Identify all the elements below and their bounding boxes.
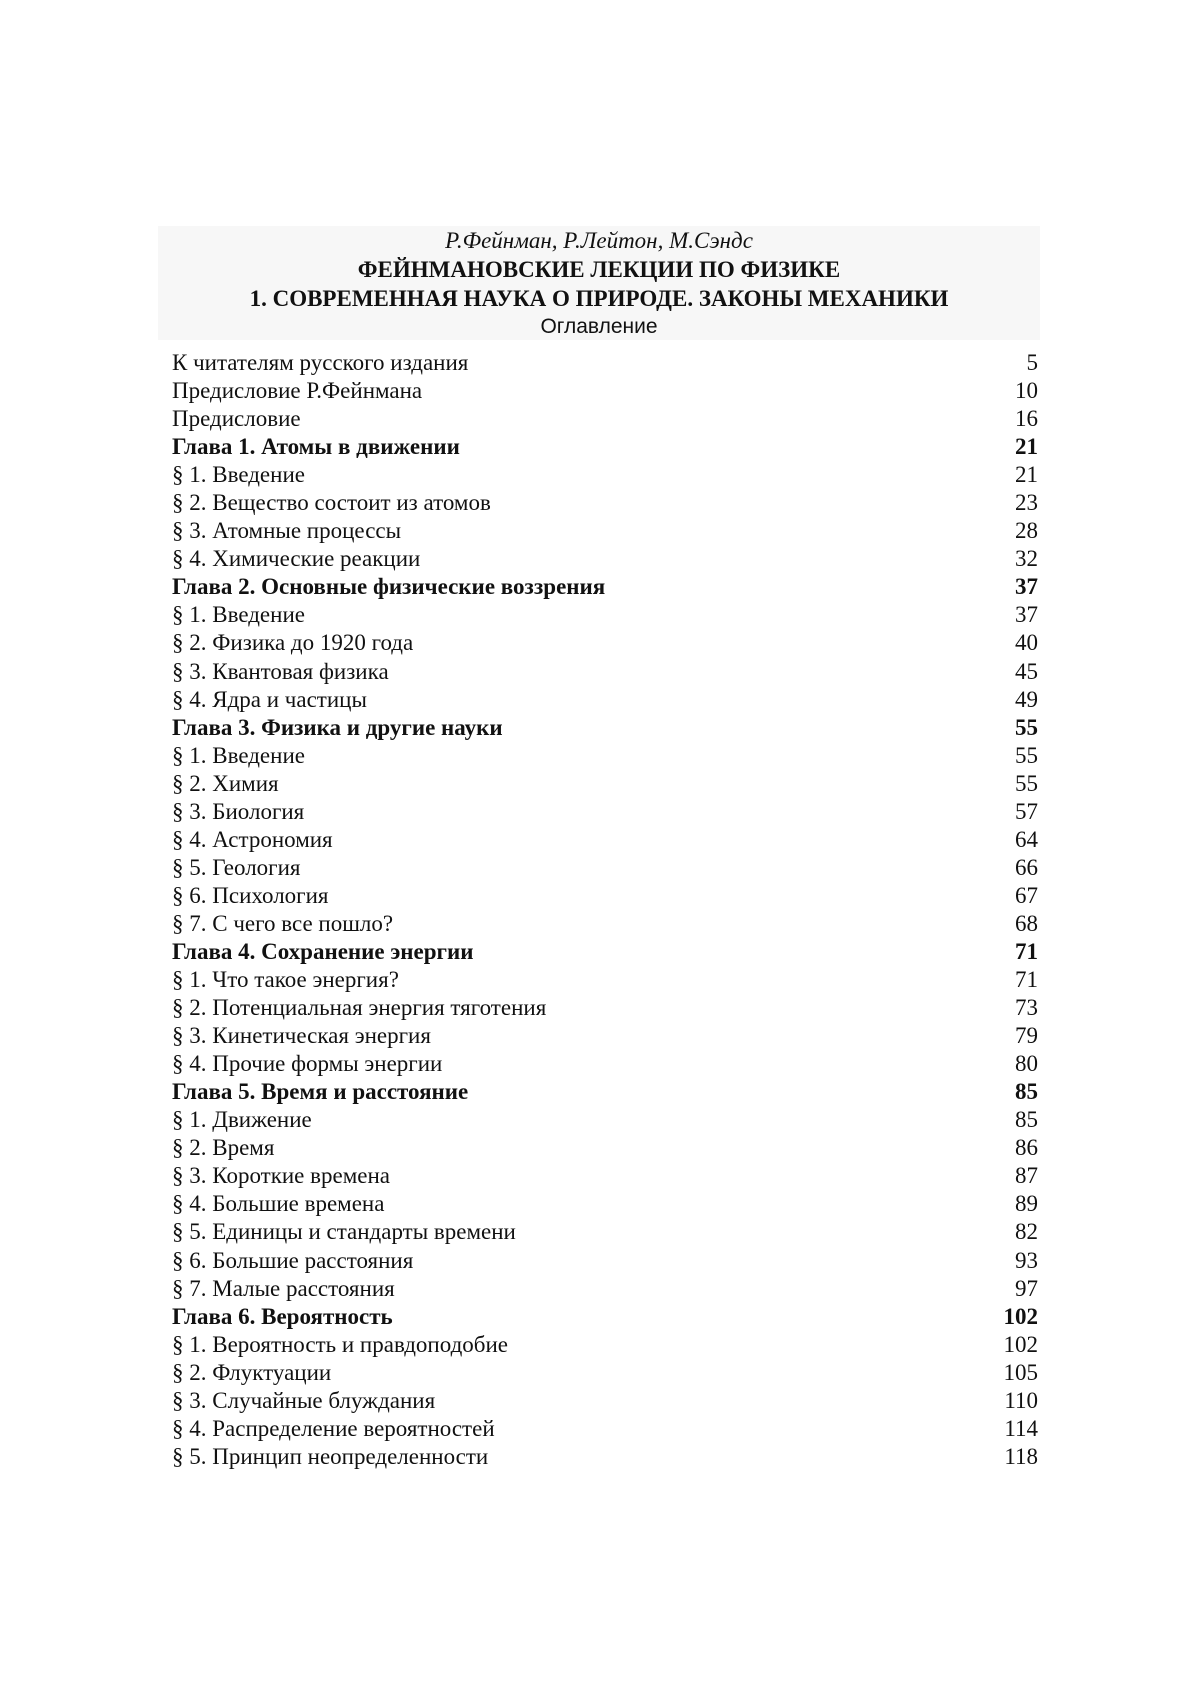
toc-entry-row [172, 826, 1040, 854]
toc-page-number: 68 [1015, 910, 1038, 936]
toc-entry-title: § 3. Случайные блуждания [172, 1387, 436, 1413]
toc-entry-row [172, 377, 1040, 405]
toc-entry-title: § 4. Химические реакции [172, 546, 421, 572]
toc-entry-title: Глава 6. Вероятность [172, 1303, 393, 1329]
toc-entry-row [172, 1359, 1040, 1387]
toc-entry-row [172, 798, 1040, 826]
toc-page-number: 55 [1015, 714, 1038, 740]
toc-entry-row [172, 658, 1040, 686]
toc-entry-row [172, 742, 1040, 770]
toc-page-number: 28 [1015, 518, 1038, 544]
toc-page-number: 71 [1015, 967, 1038, 993]
toc-entry-title: § 4. Распределение вероятностей [172, 1415, 495, 1441]
toc-entry-title: Глава 1. Атомы в движении [172, 434, 460, 460]
toc-entry-row [172, 1106, 1040, 1134]
toc-entry-title: § 2. Физика до 1920 года [172, 630, 414, 656]
toc-entry-title: § 2. Флуктуации [172, 1359, 332, 1385]
toc-entry-row [172, 1415, 1040, 1443]
toc-page-number: 86 [1015, 1135, 1038, 1161]
toc-page-number: 57 [1015, 798, 1038, 824]
toc-page-number: 32 [1015, 546, 1038, 572]
toc-entry-title: § 6. Большие расстояния [172, 1247, 414, 1273]
toc-page-number: 102 [1003, 1303, 1038, 1329]
toc-page-number: 118 [1004, 1443, 1038, 1469]
toc-entry-title: § 1. Введение [172, 462, 305, 488]
toc-chapter-row [172, 433, 1040, 461]
toc-page-number: 71 [1015, 938, 1038, 964]
toc-entry-row [172, 1134, 1040, 1162]
toc-entry-title: § 1. Вероятность и правдоподобие [172, 1331, 509, 1357]
toc-page-number: 40 [1015, 630, 1038, 656]
toc-page-number: 82 [1015, 1219, 1038, 1245]
authors-line: Р.Фейнман, Р.Лейтон, М.Сэндс [445, 228, 753, 253]
toc-entry-title: § 1. Введение [172, 742, 305, 768]
toc-page-number: 66 [1015, 854, 1038, 880]
toc-entry-row [172, 882, 1040, 910]
toc-entry-row [172, 1443, 1040, 1471]
toc-entry-title: Глава 3. Физика и другие науки [172, 714, 503, 740]
toc-entry-title: Глава 5. Время и расстояние [172, 1079, 469, 1105]
toc-page-number: 97 [1015, 1275, 1038, 1301]
toc-entry-title: § 2. Время [172, 1135, 275, 1161]
toc-page-number: 102 [1003, 1331, 1038, 1357]
toc-entry-title: § 3. Квантовая физика [172, 658, 389, 684]
toc-entry-title: § 2. Вещество состоит из атомов [172, 490, 491, 516]
toc-entry-row [172, 405, 1040, 433]
toc-entry-title: § 1. Движение [172, 1107, 312, 1133]
toc-entry-title: Предисловие Р.Фейнмана [172, 378, 423, 404]
toc-entry-row [172, 1247, 1040, 1275]
toc-entry-title: § 6. Психология [172, 882, 329, 908]
toc-entry-title: § 3. Кинетическая энергия [172, 1023, 431, 1049]
toc-entry-row [172, 966, 1040, 994]
toc-entry-title: Предисловие [172, 406, 301, 432]
toc-entry-title: § 5. Геология [172, 854, 301, 880]
book-title: ФЕЙНМАНОВСКИЕ ЛЕКЦИИ ПО ФИЗИКЕ [357, 257, 841, 282]
toc-entry-row [172, 1162, 1040, 1190]
toc-entry-row [172, 517, 1040, 545]
toc-chapter-row [172, 938, 1040, 966]
toc-chapter-row [172, 1078, 1040, 1106]
toc-entry-row [172, 461, 1040, 489]
toc-entry-row [172, 1022, 1040, 1050]
toc-entry-row [172, 601, 1040, 629]
toc-entry-row [172, 910, 1040, 938]
toc-entry-title: § 4. Астрономия [172, 826, 333, 852]
toc-chapter-row [172, 1303, 1040, 1331]
toc-entry-row [172, 994, 1040, 1022]
toc-entry-title: § 5. Принцип неопределенности [172, 1443, 489, 1469]
toc-page-number: 87 [1015, 1163, 1038, 1189]
toc-entry-row [172, 1387, 1040, 1415]
toc-page-number: 85 [1015, 1107, 1038, 1133]
toc-entry-title: § 2. Химия [172, 770, 279, 796]
toc-page-number: 45 [1015, 658, 1038, 684]
toc-page-number: 73 [1015, 995, 1038, 1021]
toc-entry-row [172, 686, 1040, 714]
toc-page-number: 49 [1015, 686, 1038, 712]
toc-entry-title: § 3. Короткие времена [172, 1163, 390, 1189]
toc-page-number: 105 [1003, 1359, 1038, 1385]
toc-page-number: 21 [1015, 434, 1038, 460]
toc-entry-row [172, 854, 1040, 882]
toc-page-number: 5 [1026, 350, 1038, 375]
toc-page-number: 93 [1015, 1247, 1038, 1273]
toc-entry-title: Глава 4. Сохранение энергии [172, 938, 474, 964]
toc-page-number: 55 [1015, 770, 1038, 796]
toc-page-number: 55 [1015, 742, 1038, 768]
toc-entry-row [172, 1275, 1040, 1303]
toc-page-number: 16 [1015, 406, 1038, 432]
toc-entry-title: § 4. Большие времена [172, 1191, 385, 1217]
toc-page-number: 21 [1015, 462, 1038, 488]
toc-page-number: 85 [1015, 1079, 1038, 1105]
toc-entry-title: § 4. Прочие формы энергии [172, 1051, 443, 1077]
toc-entry-title: § 2. Потенциальная энергия тяготения [172, 995, 547, 1021]
toc-entry-title: § 5. Единицы и стандарты времени [172, 1219, 516, 1245]
toc-page-number: 37 [1015, 574, 1038, 600]
toc-page-number: 10 [1015, 378, 1038, 404]
toc-page-number: 23 [1015, 490, 1038, 516]
toc-heading: Оглавление [540, 315, 658, 338]
toc-entry-row [172, 1050, 1040, 1078]
toc-page-number: 80 [1015, 1051, 1038, 1077]
toc-chapter-row [172, 573, 1040, 601]
toc-entry-row [172, 349, 1040, 377]
toc-page-number: 89 [1015, 1191, 1038, 1217]
toc-entry-title: § 1. Введение [172, 602, 305, 628]
toc-page-number: 37 [1015, 602, 1038, 628]
toc-entry-title: § 4. Ядра и частицы [172, 686, 367, 712]
toc-entry-title: § 3. Биология [172, 798, 305, 824]
toc-entry-row [172, 1331, 1040, 1359]
toc-entry-title: § 7. С чего все пошло? [172, 910, 394, 936]
table-of-contents [172, 349, 1040, 1471]
toc-entry-row [172, 1218, 1040, 1246]
toc-page-number: 114 [1004, 1415, 1038, 1441]
toc-page-number: 79 [1015, 1023, 1038, 1049]
toc-entry-title: К читателям русского издания [172, 350, 469, 375]
book-subtitle: 1. СОВРЕМЕННАЯ НАУКА О ПРИРОДЕ. ЗАКОНЫ МЕХАНИКИ [249, 286, 949, 311]
toc-entry-title: Глава 2. Основные физические воззрения [172, 574, 606, 600]
toc-entry-title: § 3. Атомные процессы [172, 518, 402, 544]
toc-entry-row [172, 545, 1040, 573]
toc-chapter-row [172, 714, 1040, 742]
document-header [158, 226, 1040, 340]
toc-entry-row [172, 629, 1040, 657]
toc-entry-row [172, 770, 1040, 798]
toc-entry-row [172, 489, 1040, 517]
toc-entry-title: § 1. Что такое энергия? [172, 967, 399, 993]
toc-page-number: 110 [1004, 1387, 1038, 1413]
toc-entry-title: § 7. Малые расстояния [172, 1275, 395, 1301]
toc-page-number: 64 [1015, 826, 1038, 852]
toc-page-number: 67 [1015, 882, 1038, 908]
toc-entry-row [172, 1190, 1040, 1218]
